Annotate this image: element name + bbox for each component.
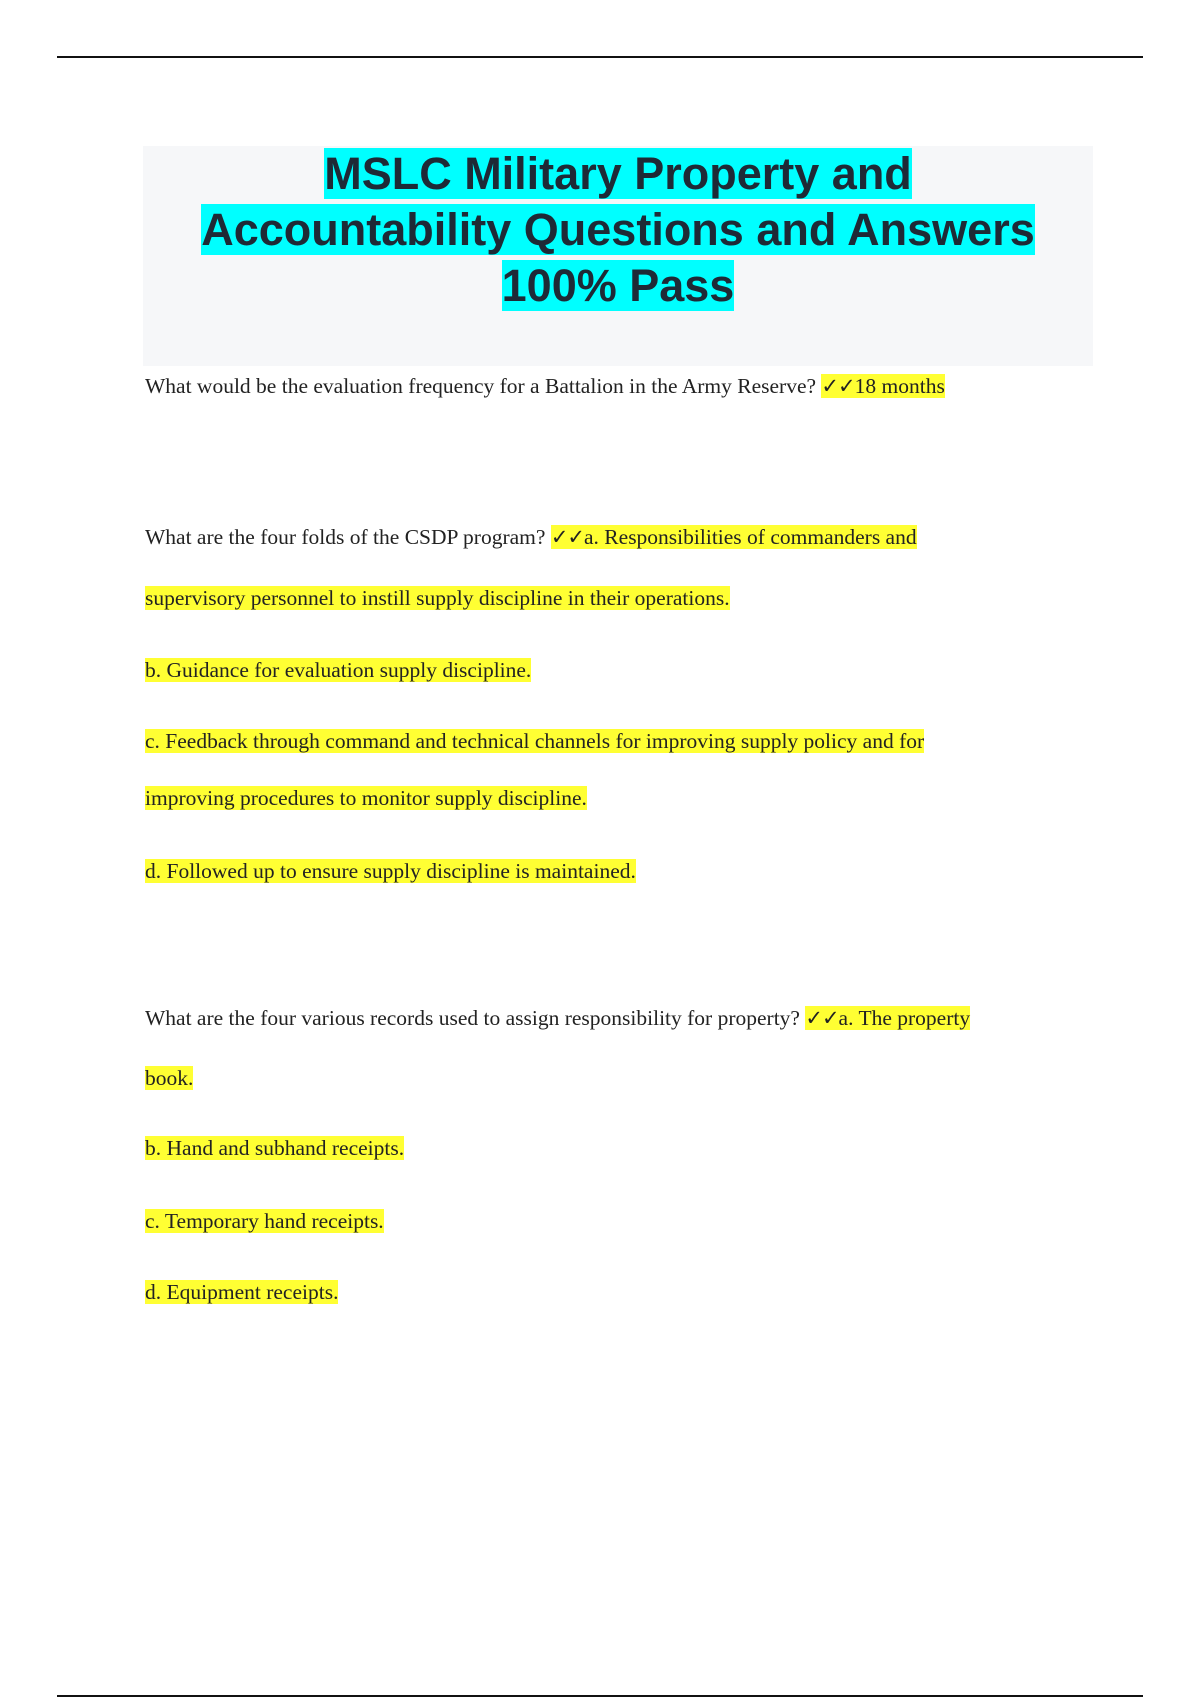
answer-2-line: improving procedures to monitor supply discipline. bbox=[145, 786, 587, 810]
answer-2-text: a. Responsibilities of commanders and bbox=[584, 525, 917, 549]
question-2-text: What are the four folds of the CSDP program? bbox=[145, 525, 551, 549]
question-1-text: What would be the evaluation frequency for a Battalion in the Army Reserve? bbox=[145, 374, 822, 398]
title-line-2: Accountability Questions and Answers bbox=[201, 204, 1035, 255]
answer-2-first-line bbox=[551, 525, 917, 549]
answer-2-line: b. Guidance for evaluation supply discipline. bbox=[145, 658, 532, 682]
question-1 bbox=[145, 372, 945, 400]
answer-3-line: b. Hand and subhand receipts. bbox=[145, 1136, 405, 1160]
question-2 bbox=[145, 523, 917, 551]
title-line-3: 100% Pass bbox=[501, 260, 735, 311]
answer-3-line: book. bbox=[145, 1066, 194, 1090]
bottom-rule bbox=[57, 1695, 1143, 1697]
answer-1-text: 18 months bbox=[854, 374, 945, 398]
answer-2-line: c. Feedback through command and technical channels for improving supply policy and for bbox=[145, 729, 925, 753]
title-line-1: MSLC Military Property and bbox=[324, 148, 912, 199]
double-check-icon: ✓✓ bbox=[821, 374, 855, 398]
answer-1-first-line bbox=[821, 374, 944, 398]
double-check-icon: ✓✓ bbox=[805, 1006, 839, 1030]
answer-3-text: a. The property bbox=[838, 1006, 971, 1030]
answer-3-line: c. Temporary hand receipts. bbox=[145, 1209, 384, 1233]
question-3-text: What are the four various records used to assign responsibility for property? bbox=[145, 1006, 806, 1030]
top-rule bbox=[57, 56, 1143, 58]
question-3 bbox=[145, 1004, 970, 1032]
double-check-icon: ✓✓ bbox=[550, 525, 585, 549]
answer-3-line: d. Equipment receipts. bbox=[145, 1280, 339, 1304]
answer-3-first-line bbox=[805, 1006, 970, 1030]
answer-2-line: supervisory personnel to instill supply discipline in their operations. bbox=[145, 586, 730, 610]
document-title bbox=[143, 146, 1093, 314]
answer-2-line: d. Followed up to ensure supply discipline is maintained. bbox=[145, 859, 636, 883]
